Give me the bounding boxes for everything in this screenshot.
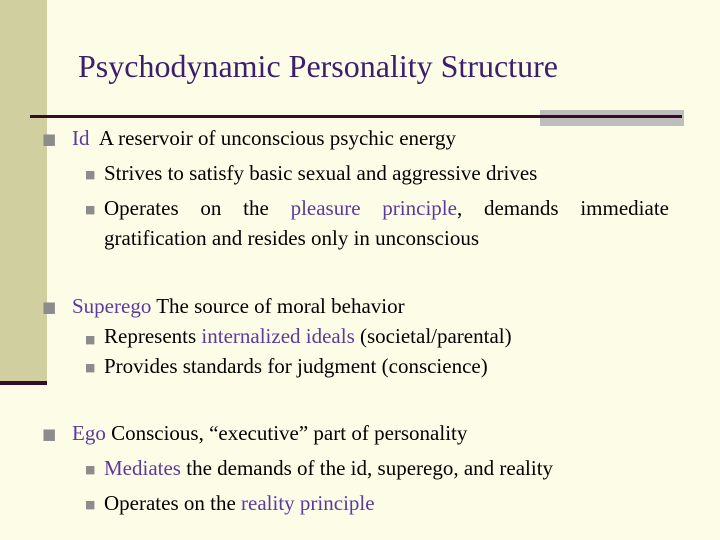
ego-bullet [72, 421, 467, 446]
id-sub-bullet-continuation: gratification and resides only in unconscious [104, 226, 479, 250]
ego-sub-text-a: Operates on the [104, 491, 236, 515]
id-sub-text-b: , demands immediate [456, 196, 669, 220]
ego-term: Ego [72, 421, 106, 445]
square-bullet-icon: ■ [42, 130, 57, 148]
title-underline [30, 115, 682, 118]
ego-sub-bullet-mediates [104, 456, 553, 481]
decorative-side-rule [0, 381, 47, 385]
ego-sub-text-b: the demands of the id, superego, and reality [186, 456, 554, 480]
superego-sub-text-a: Represents [104, 324, 197, 348]
small-square-bullet-icon: ■ [85, 463, 96, 476]
superego-term: Superego [72, 294, 152, 318]
small-square-bullet-icon: ■ [85, 168, 96, 181]
ego-description: Conscious, “executive” part of personality [111, 421, 468, 445]
decorative-side-bar [0, 0, 47, 383]
reality-principle-term: reality principle [241, 491, 375, 515]
internalized-ideals-term: internalized ideals [201, 324, 355, 348]
id-bullet [72, 126, 456, 151]
id-description: A reservoir of unconscious psychic energy [98, 126, 456, 150]
small-square-bullet-icon: ■ [85, 333, 96, 346]
decorative-title-shadow [540, 110, 684, 126]
superego-description: The source of moral behavior [156, 294, 405, 318]
superego-sub-text-b: (societal/parental) [360, 324, 512, 348]
id-sub-bullet-pleasure [104, 196, 669, 221]
square-bullet-icon: ■ [42, 298, 57, 316]
id-sub-bullet-drives: Strives to satisfy basic sexual and aggressive drives [104, 161, 538, 185]
superego-sub-bullet-standards: Provides standards for judgment (conscience) [104, 354, 488, 378]
small-square-bullet-icon: ■ [85, 361, 96, 374]
ego-sub-bullet-reality [104, 491, 375, 516]
small-square-bullet-icon: ■ [85, 498, 96, 511]
superego-bullet [72, 294, 405, 319]
mediates-term: Mediates [104, 456, 181, 480]
id-sub-text-a: Operates on the [104, 196, 269, 220]
pleasure-principle-term: pleasure principle [290, 196, 457, 220]
square-bullet-icon: ■ [42, 425, 57, 443]
id-term: Id [72, 126, 90, 150]
superego-sub-bullet-ideals [104, 324, 512, 349]
small-square-bullet-icon: ■ [85, 203, 96, 216]
slide-title: Psychodynamic Personality Structure [78, 48, 558, 84]
